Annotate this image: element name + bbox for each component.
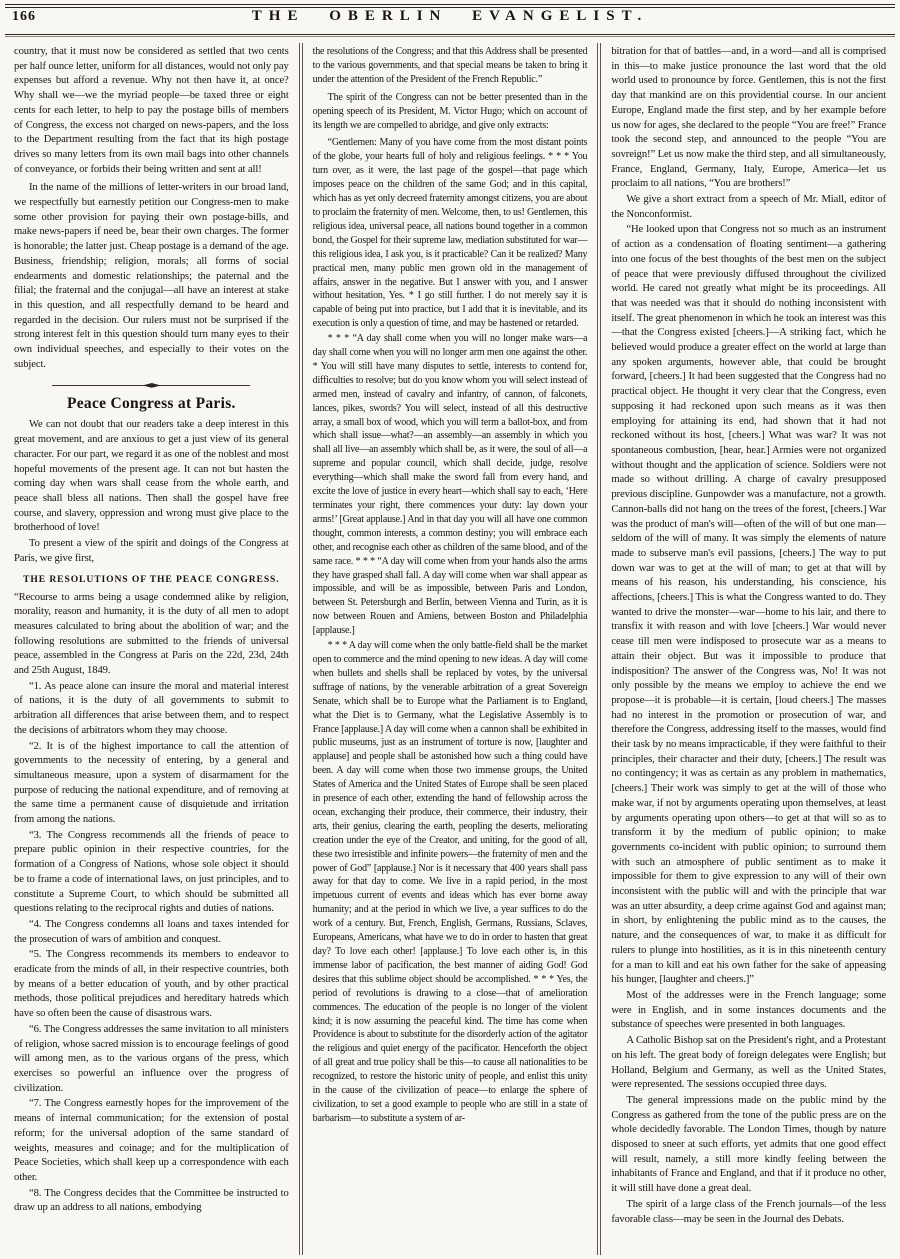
column-layout	[0, 38, 900, 1255]
column-separator	[597, 43, 601, 1255]
column-1	[5, 43, 298, 1255]
paragraph: The spirit of the Congress can not be better presented than in the opening speech of its President, M. Victor Hugo; which on account of its length we are compelled to abridge, and give only extracts:	[312, 91, 588, 131]
paragraph: The general impressions made on the public mind by the Congress as gathered from the tone of the public press are on the whole decidedly favorable. The London Times, though by nature disposed to sneer at such efforts, yet admits that one good effect will result, namely, a still more kindly feeling between the inhabitants of France and England, and that if it produce no other, it will still have done a great deal.	[611, 1094, 887, 1195]
column-separator	[299, 43, 303, 1255]
paragraph: “Gentlemen: Many of you have come from the most distant points of the globe, your hearts full of holy and religious feelings. * * * You turn over, as it were, the last page of the gospel—that page which imposes peace on the children of the same God; and in this capital, which has as yet only decreed fraternity amongst citizens, you are about to proclaim the fraternity of men. Welcome, then, to us! Gentlemen, this religious idea, universal peace, all nations bound together in a common bond, the Gospel for their supreme law, mediation substituted for war—this religious idea, I ask you, is it practicable? Can it be realized? Many practical men, many public men grown old in the management of affairs, answer in the negative. But I answer with you, and I answer without hesitation, Yes. * I go still further. I do not merely say it is capable of being put into practice, but I add that it is inevitable, and its execution is only a question of time, and may be hastened or retarded.	[312, 137, 588, 330]
resolution-item: “7. The Congress earnestly hopes for the improvement of the means of internal communication; for the extension of postal reform; for the universal adoption of the same standard of weights, measures and coinage; and for the multiplication of Peace Societies, which shall keep up a correspondence with each other.	[14, 1098, 289, 1183]
divider-line	[52, 385, 146, 386]
paragraph: A Catholic Bishop sat on the President's right, and a Protestant on his left. The great body of foreign delegates were English; but Holland, Belgium and Germany, as well as the United States, were represented. The sessions occupied three days.	[611, 1035, 887, 1091]
column-2	[304, 43, 597, 1255]
paragraph: * * * A day will come when the only battle-field shall be the market open to commerce and the mind opening to new ideas. A day will come when bullets and shells shall be replaced by votes, by the universal suffrage of nations, by the venerable arbitration of a great Sovereign Senate, which shall be to Europe what the Parliament is to England, what the Diet is to Germany, what the Legislative Assembly is to France [applause.] A day will come when a cannon shall be exhibited in public museums, just as an instrument of torture is now, [laughter and applause] and people shall be astonished how such a thing could have been. A day will come when those two immense groups, the United States of America and the United States of Europe shall be seen placed in presence of each other, extending the hand of fellowship across the ocean, exchanging their produce, their commerce, their industry, their arts, their genius, clearing the earth, peopling the deserts, meliorating creation under the eye of the Creator, and uniting, for the good of all, these two irresistible and infinite powers—the fraternity of men and the power of God” [applause.] Nor is it necessary that 400 years shall pass away for that day to come. We live in a rapid period, in the most impetuous current of events and ideas which has ever borne away humanity; and at the period in which we live, a year suffices to do the work of a century. But, French, English, Germans, Russians, Sclaves, Europeans, Americans, what have we to do in order to hasten that great day? To love each other! [applause.] To love each other is, in this immense labor of pacification, the best manner of aiding God! God desires that this sublime object should be accomplished. * * * Yes, the period of revolutions is drawing to a close—that of amelioration commences. The education of the people is no longer of the violent kind; it is now assuming the peaceful kind. The time has come when Providence is about to substitute for the disorderly action of the agitator the religious and quiet energy of the pacificator. Henceforth the object of all great and true policy shall be this—to cause all nationalities to be recognized, to restore the historic unity of people, and enlist this unity in the cause of the civilization of peace—to enlarge the sphere of civilization, to set a good example to people who are still in a state of barbarism—to substitute a system of ar-	[312, 640, 588, 1124]
divider-diamond-icon: ◆	[142, 381, 161, 390]
column-3	[602, 43, 895, 1255]
paragraph: * * * “A day shall come when you will no longer make wars—a day shall come when you will no longer arm men one against the other. * You will still have many disputes to settle, interests to contend for, difficulties to resolve; but do you know whom you will select instead of armed men, instead of cavalry and infantry, of cannon, of falconets, lances, pikes, swords? You will select, instead of all this destructive array, a small box of wood, which you will term a ballot-box, and from which shall issue—what?—an assembly—an assembly in which you shall all live—an assembly which shall be, as it were, the soul of all—a supreme and popular council, which shall decide, judge, resolve everything—which shall make the sword fall from every hand, and excite the love of justice in every heart—which shall say to each, ‘Here terminates your right, there commences your duty: lay down your arms!’ [Great applause.] And in that day you will all have one common thought, common interests, a common destiny; you will embrace each other, and recognise each other as children of the same blood, and of the same race. * * * “A day will come when from your hands also the arms they have grasped shall fall. A day will come when war shall appear as impossible, and will be as impossible, between Paris and London, between St. Petersburgh and Berlin, between Vienna and Turin, as it is now between Rouen and Amiens, between Boston and Philadelphia [applause.]	[312, 333, 588, 637]
paragraph: To present a view of the spirit and doings of the Congress at Paris, we give first,	[14, 538, 289, 564]
header-rule	[5, 34, 895, 37]
paragraph: We give a short extract from a speech of Mr. Miall, editor of the Nonconformist.	[611, 194, 887, 220]
paragraph: “He looked upon that Congress not so much as an instrument of action as a condensation of floating sentiment—a gathering into one focus of the best thoughts of the best men on the subject of peace that were previously diffused throughout the civilized world. He cared not greatly what might be its proceedings. All that was needed was that it should do nothing inconsistent with itself. The great phenomenon in which he took an interest was this—that the Congress existed [cheers.]—A striking fact, which he believed would produce a greater effect on the world at large than any spoken arguments, however able, that could be brought forward, [cheers.] It had been suggested that the Congress had no practical object. He thought it very clear that the Congress, even supposing it had reckoned upon such means as it was then employing for attaining its end, had shown that it had not reckoned without its host, [cheers.] What was war? It was not spontaneous combustion, [hear, hear.] Armies were not organized without thought and the application of science. Soldiers were not made so without drilling. A charge of cavalry presupposed previous discipline. Gunpowder was a manufacture, not a growth. Cannon-balls did not hang on the trees of the forest, [cheers.] War was the product of man's will—often of the will of but one man—seldom of the will of many. It was simply the elements of nature made to subserve man's evil passions, [cheers.] The way to put down war was to get at the will of man; to get at that will by means of his reason, his understanding, his conscience, his affections, [cheers.] This is what the Congress wanted to do. They wanted to drive the monster—war—home to his lair, and there to transfix it with reason and with love [cheers.] War would never cease till men were indisposed to prosecute war as a means to attain their object. But was it impossible to produce that indisposition? The answer of the Congress was, No! It was not only possible by the means we employ to achieve the end we propose—it is probable—it is certain, [loud cheers.] The masses had no interest in the promotion or prosecution of war, and therefore the Congress, addressing itself to the masses, would find their task by no means impracticable, if they were faithful to their principles, their character and their duty, [cheers.] The result was no contingency; it was as certain as any problem in mathematics, [cheers.] Their work was simply to get at the will of those who make war, if not by arguments operating upon themselves, at least by arguments operating upon others—to get at that will so as to transform it by the medium of public opinion; to make governments co-incident with public opinion; to surround them with such an atmosphere of public sentiment as to make it impossible for them to give expression to any will of their own inconsistent with the public will and with the principle that war was an utter absurdity, a deep crime against God and against man; in short, by enlightening the public mind as to the causes, the nature, and the consequences of war, to make it as difficult for rulers to plunge into hostilities, as it is in this nineteenth century for a man to kill and eat his own father for the sake of appeasing his hunger, [laughter and cheers.]”	[611, 224, 887, 986]
section-divider	[52, 382, 250, 389]
paragraph: country, that it must now be considered as settled that two cents per half ounce letter, uniform for all distances, would not only pay expenses but afford a revenue. Why not then have it, at once? Why shall we—we the myriad people—be taxed three or eight cents for each letter, to help to pay the postage bills of members of Congress, the excess not charged on news-papers, and the loss to the Department resulting from the fact that its high postage drives so many letters from its own mail bags into other channels of conveyance, or forbids their being written and sent at all!	[14, 46, 289, 175]
resolution-item: “2. It is of the highest importance to call the attention of governments to the necessity of entering, by a general and simultaneous measure, upon a system of disarmament for the purpose of reducing the national expenditure, and of removing at the same time a permanent cause of disquietude and irritation from among the nations.	[14, 740, 289, 826]
paragraph: We can not doubt that our readers take a deep interest in this great movement, and are anxious to get a just view of its general character. For our part, we regard it as one of the noblest and most hopeful movements of the present age. It can not but hasten the coming day when wars shall cease from the whole earth, and peace shall bless all nations. Then shall the gospel have free course, and slavery, oppression and wrong must give place to the brotherhood of love!	[14, 419, 289, 534]
masthead-title: THE OBERLIN EVANGELIST.	[251, 8, 649, 24]
resolution-item: “6. The Congress addresses the same invitation to all ministers of religion, whose sacred mission is to encourage feelings of good will among men, as to the various organs of the press, which exercises so powerful an influence over the progress of civilization.	[14, 1023, 289, 1094]
paragraph: The spirit of a large class of the French journals—of the less favorable class—may be seen in the Journal des Debats.	[611, 1198, 887, 1225]
paragraph: “Recourse to arms being a usage condemned alike by religion, morality, reason and humanity, it is the duty of all men to adopt measures calculated to bring about the abolition of war; and the following resolutions are submitted to the friends of universal peace, assembled in the Congress at Paris on the 22d, 23d, 24th and 25th August, 1849.	[14, 591, 289, 677]
paragraph: In the name of the millions of letter-writers in our broad land, we respectfully but earnestly petition our Congress-men to make some other provision for paying their own postage-bills, and make news-papers if need be, bear their own charges. The former is honorable; the latter just. Cheap postage is a demand of the age. Business, friendship; religion, morals; all forms of social endearments and domestic relationships; the paternal and the filial; the fraternal and the conjugal—all have an interest at stake in this question, and all respectfully demand to be heard and regarded in the decision. Our rulers must not be surprised if the strong interest felt in this question should turn many eyes to their own individual speeches, and especially to their votes on the subject.	[14, 182, 289, 370]
paragraph: bitration for that of battles—and, in a word—and all is comprised in this—to make justice pronounce the last word that the old world used to pronounce by force. Gentlemen, this is not the first day that mankind are on this providential course. In our ancient Europe, England made the first step, and by her example before us now for ages, she declared to the people “You are free!” France took the second step, and announced to the people “You are sovreign!” Let us now make the third step, and all simultaneously, France, England, Germany, Italy, Europe, America—let us proclaim to all nations, “You are brothers!”	[611, 46, 887, 190]
resolution-item: “5. The Congress recommends its members to endeavor to eradicate from the minds of all, in their respective countries, both by means of a better education of youth, and by other practical methods, those political prejudices and hereditary hatreds which have so often been the cause of disastrous wars.	[14, 949, 289, 1020]
resolution-item: “3. The Congress recommends all the friends of peace to prepare public opinion in their respective countries, for the formation of a Congress of Nations, whose sole object it should be to frame a code of international laws, on just principles, and to constitute a Supreme Court, to which should be submitted all questions relating to the reciprocal rights and duties of nations.	[14, 829, 289, 915]
resolution-item: “8. The Congress decides that the Committee be instructed to draw up an address to all nations, embodying	[14, 1187, 289, 1214]
resolution-item: “4. The Congress condemns all loans and taxes intended for the prosecution of wars of ambition and conquest.	[14, 918, 289, 945]
page-header	[0, 0, 900, 38]
divider-line	[156, 385, 250, 386]
paragraph: the resolutions of the Congress; and that this Address shall be presented to the various governments, and that special means be taken to bring it under the attention of the President of the French Republic.”	[312, 46, 588, 85]
page-number: 166	[12, 9, 36, 24]
article-title: Peace Congress at Paris.	[66, 395, 236, 413]
paragraph: Most of the addresses were in the French language; some were in English, and in some instances documents and the substance of speeches were presented in both languages.	[611, 990, 887, 1031]
section-subheading: THE RESOLUTIONS OF THE PEACE CONGRESS.	[23, 573, 280, 585]
resolution-item: “1. As peace alone can insure the moral and material interest of nations, it is the duty of all governments to submit to arbitration all differences that arise between them, and to respect the decisions of arbitrators whom they may choose.	[14, 680, 289, 736]
